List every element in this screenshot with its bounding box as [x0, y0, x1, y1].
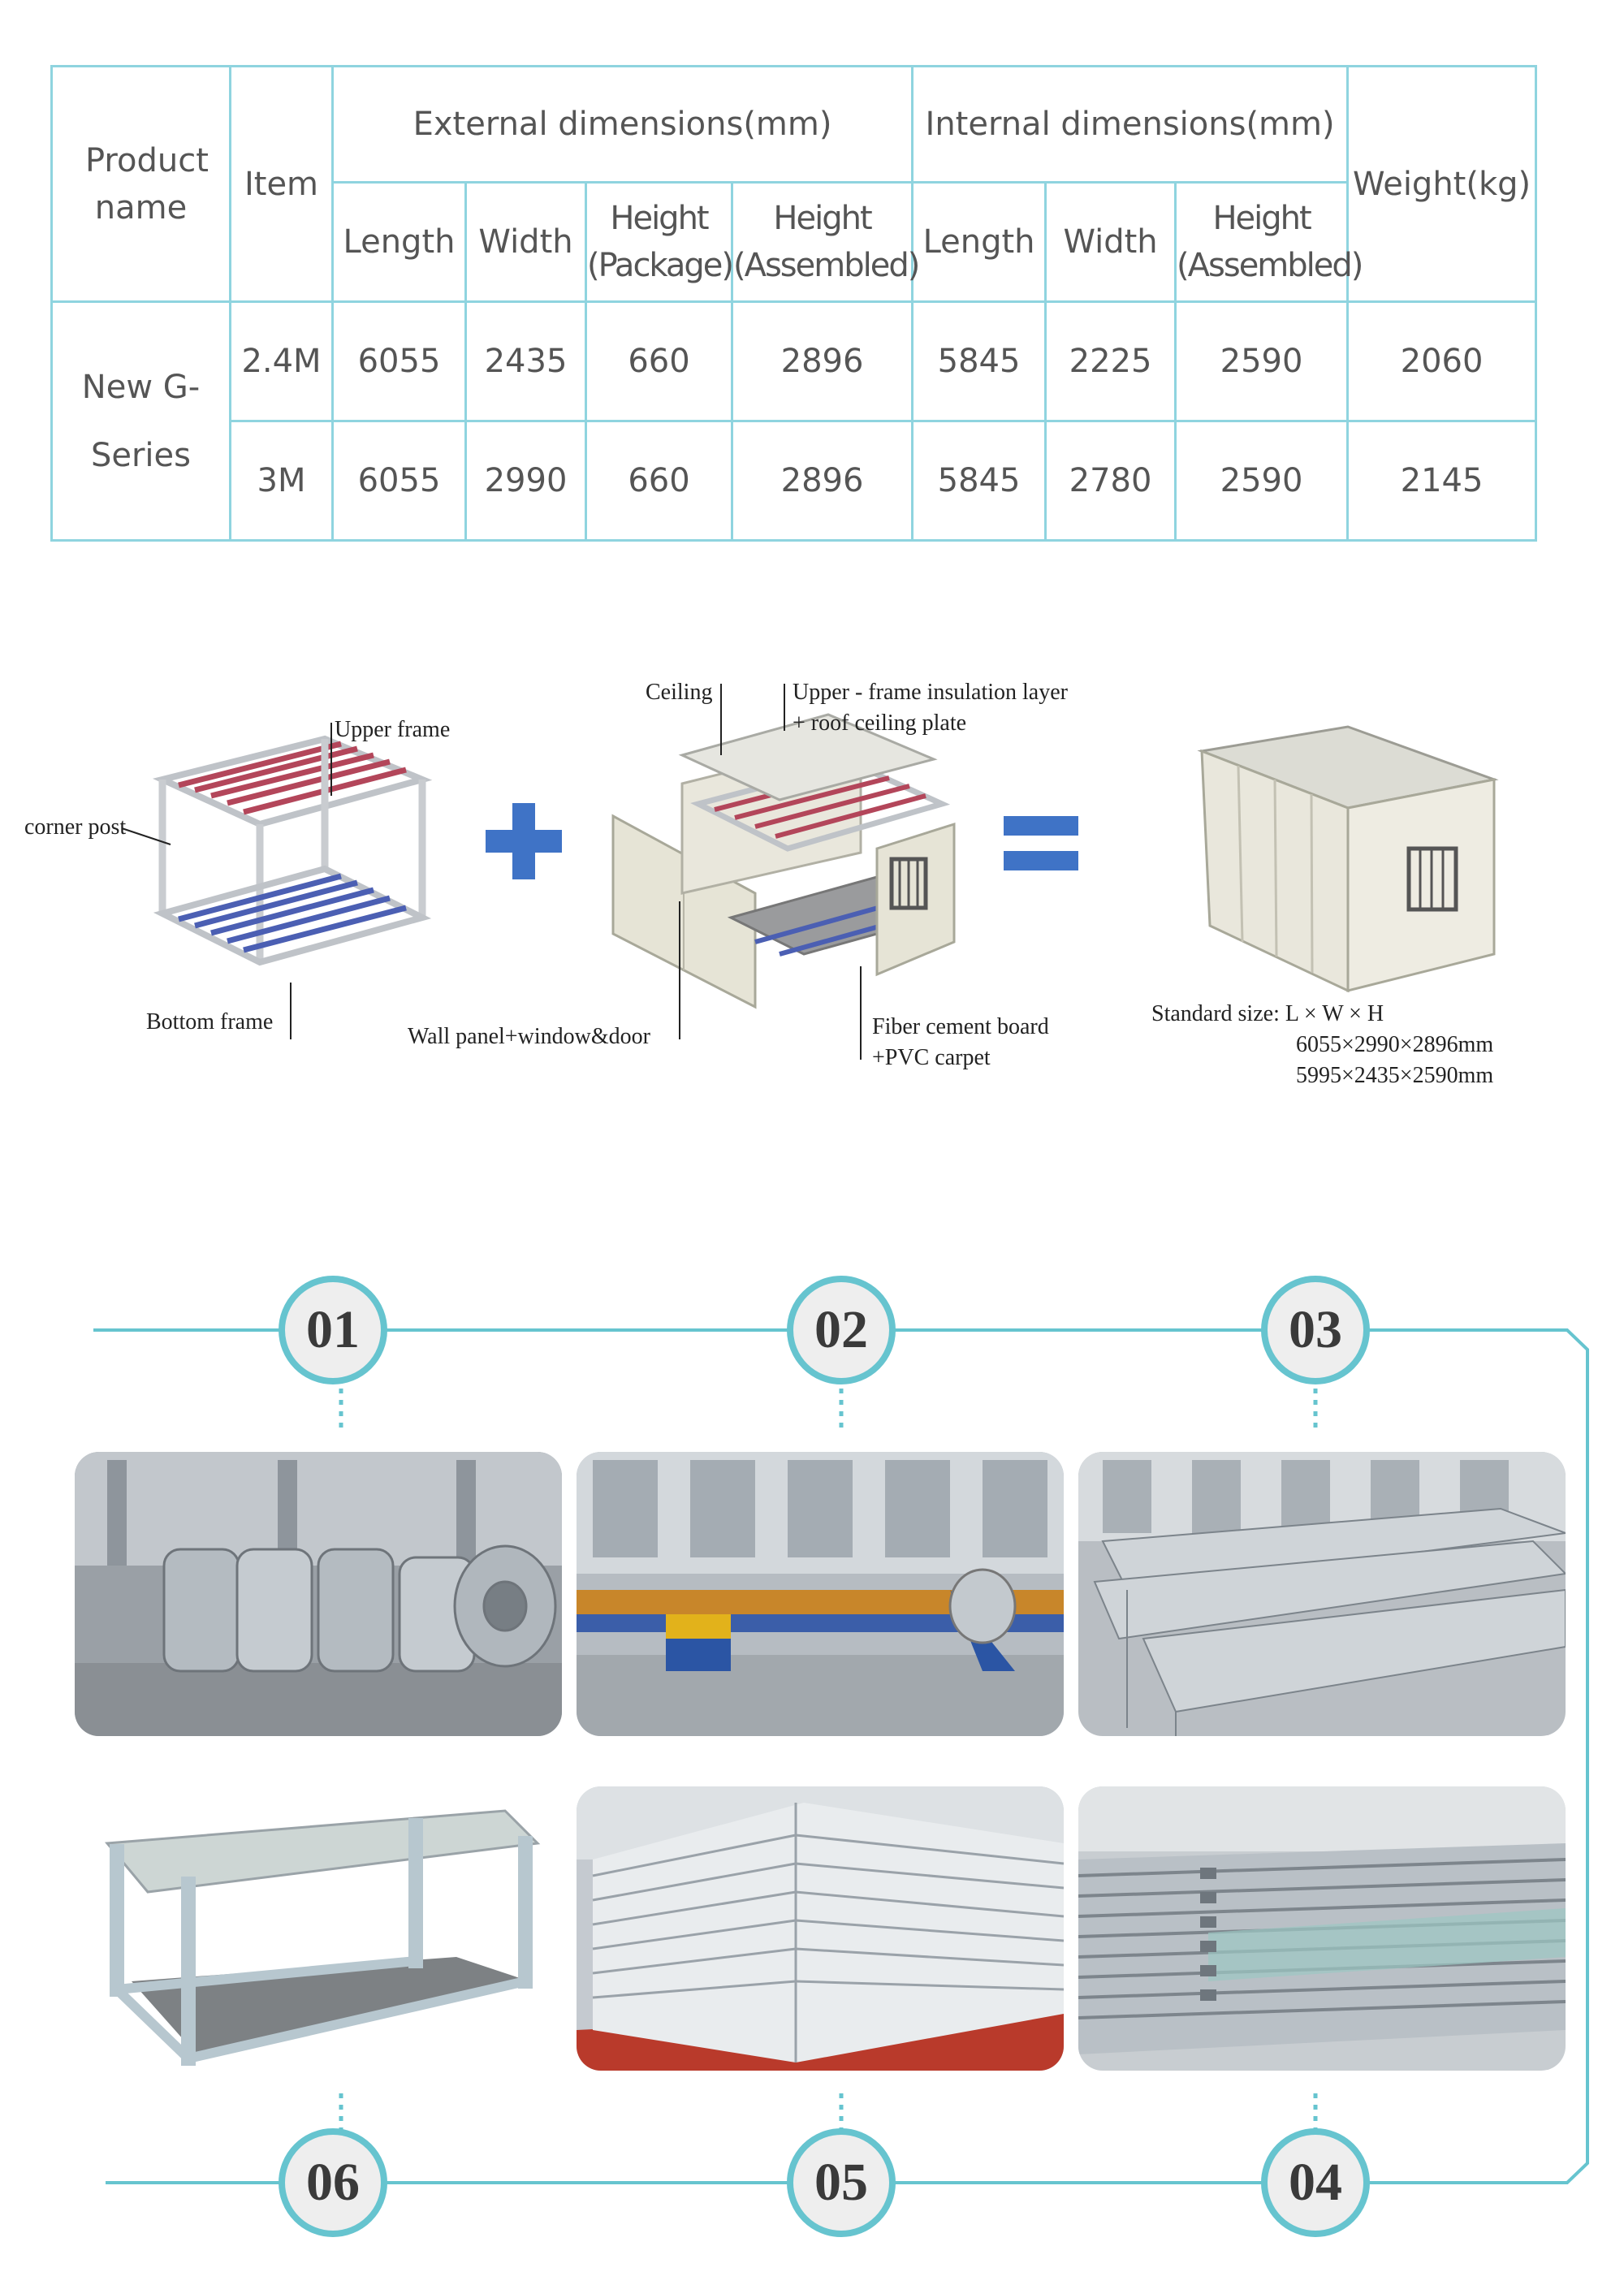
weight-header: Weight(kg): [1348, 67, 1536, 302]
photo-assembled-frame: [75, 1786, 562, 2071]
int-length-header: Length: [913, 183, 1046, 302]
equals-icon: [1004, 816, 1078, 870]
ext-length-header: Length: [333, 183, 466, 302]
label-size-1: 6055×2990×2896mm: [1296, 1032, 1494, 1057]
label-bottom-frame: Bottom frame: [146, 1009, 274, 1035]
label-roof-ceiling-plate: + roof ceiling plate: [793, 711, 967, 736]
assembly-diagram: [0, 650, 1624, 1104]
ext-width-cell: 2990: [466, 421, 586, 541]
label-size-2: 5995×2435×2590mm: [1296, 1063, 1494, 1088]
int-height-assembled-header: Height (Assembled): [1176, 183, 1348, 302]
table-row: [52, 421, 1536, 541]
item-cell: 2.4M: [231, 302, 333, 421]
label-fiber-cement-board: Fiber cement board: [872, 1014, 1049, 1039]
table-row: [52, 302, 1536, 421]
internal-dimensions-header: Internal dimensions(mm): [913, 67, 1348, 183]
step-number-05: 05: [787, 2128, 896, 2237]
container-frame-illustration: [122, 723, 422, 1039]
step-number-03: 03: [1261, 1276, 1370, 1384]
ext-length-cell: 6055: [333, 421, 466, 541]
external-dimensions-header: External dimensions(mm): [333, 67, 913, 183]
ext-width-cell: 2435: [466, 302, 586, 421]
photo-stacked-panels: [577, 1786, 1064, 2071]
int-length-cell: 5845: [913, 302, 1046, 421]
int-height-assembled-cell: 2590: [1176, 421, 1348, 541]
label-wall-panel: Wall panel+window&door: [408, 1024, 650, 1049]
label-corner-post: corner post: [24, 814, 127, 840]
weight-cell: 2145: [1348, 421, 1536, 541]
item-header: Item: [231, 67, 333, 302]
ext-height-package-cell: 660: [586, 421, 732, 541]
step-number-06: 06: [279, 2128, 387, 2237]
exploded-view-illustration: [613, 684, 954, 1060]
ext-height-assembled-cell: 2896: [732, 421, 913, 541]
plus-icon: [486, 803, 562, 879]
ext-height-assembled-header: Height (Assembled): [732, 183, 913, 302]
product-name-cell: New G-Series: [52, 302, 231, 541]
finished-container-illustration: [1202, 727, 1494, 991]
ext-height-package-header: Height (Package): [586, 183, 732, 302]
label-upper-frame: Upper frame: [335, 717, 451, 742]
spec-table: [50, 65, 1537, 542]
step-number-01: 01: [279, 1276, 387, 1384]
production-process: [0, 1218, 1624, 2285]
process-connector-lines: [0, 1218, 1624, 2285]
photo-steel-coils: [75, 1452, 562, 1736]
photo-steel-beams: [1078, 1452, 1566, 1736]
photo-stacked-frames: [1078, 1786, 1566, 2071]
int-length-cell: 5845: [913, 421, 1046, 541]
item-cell: 3M: [231, 421, 333, 541]
photo-roll-forming-line: [577, 1452, 1064, 1736]
step-number-04: 04: [1261, 2128, 1370, 2237]
step-number-02: 02: [787, 1276, 896, 1384]
int-width-cell: 2780: [1046, 421, 1176, 541]
int-height-assembled-cell: 2590: [1176, 302, 1348, 421]
ext-width-header: Width: [466, 183, 586, 302]
label-standard-size: Standard size: L × W × H: [1151, 1001, 1384, 1026]
product-name-header: Product name: [52, 67, 231, 302]
label-upper-insulation: Upper - frame insulation layer: [793, 680, 1068, 705]
int-width-header: Width: [1046, 183, 1176, 302]
weight-cell: 2060: [1348, 302, 1536, 421]
label-pvc-carpet: +PVC carpet: [872, 1045, 991, 1070]
ext-height-assembled-cell: 2896: [732, 302, 913, 421]
ext-height-package-cell: 660: [586, 302, 732, 421]
ext-length-cell: 6055: [333, 302, 466, 421]
int-width-cell: 2225: [1046, 302, 1176, 421]
label-ceiling: Ceiling: [646, 680, 713, 705]
